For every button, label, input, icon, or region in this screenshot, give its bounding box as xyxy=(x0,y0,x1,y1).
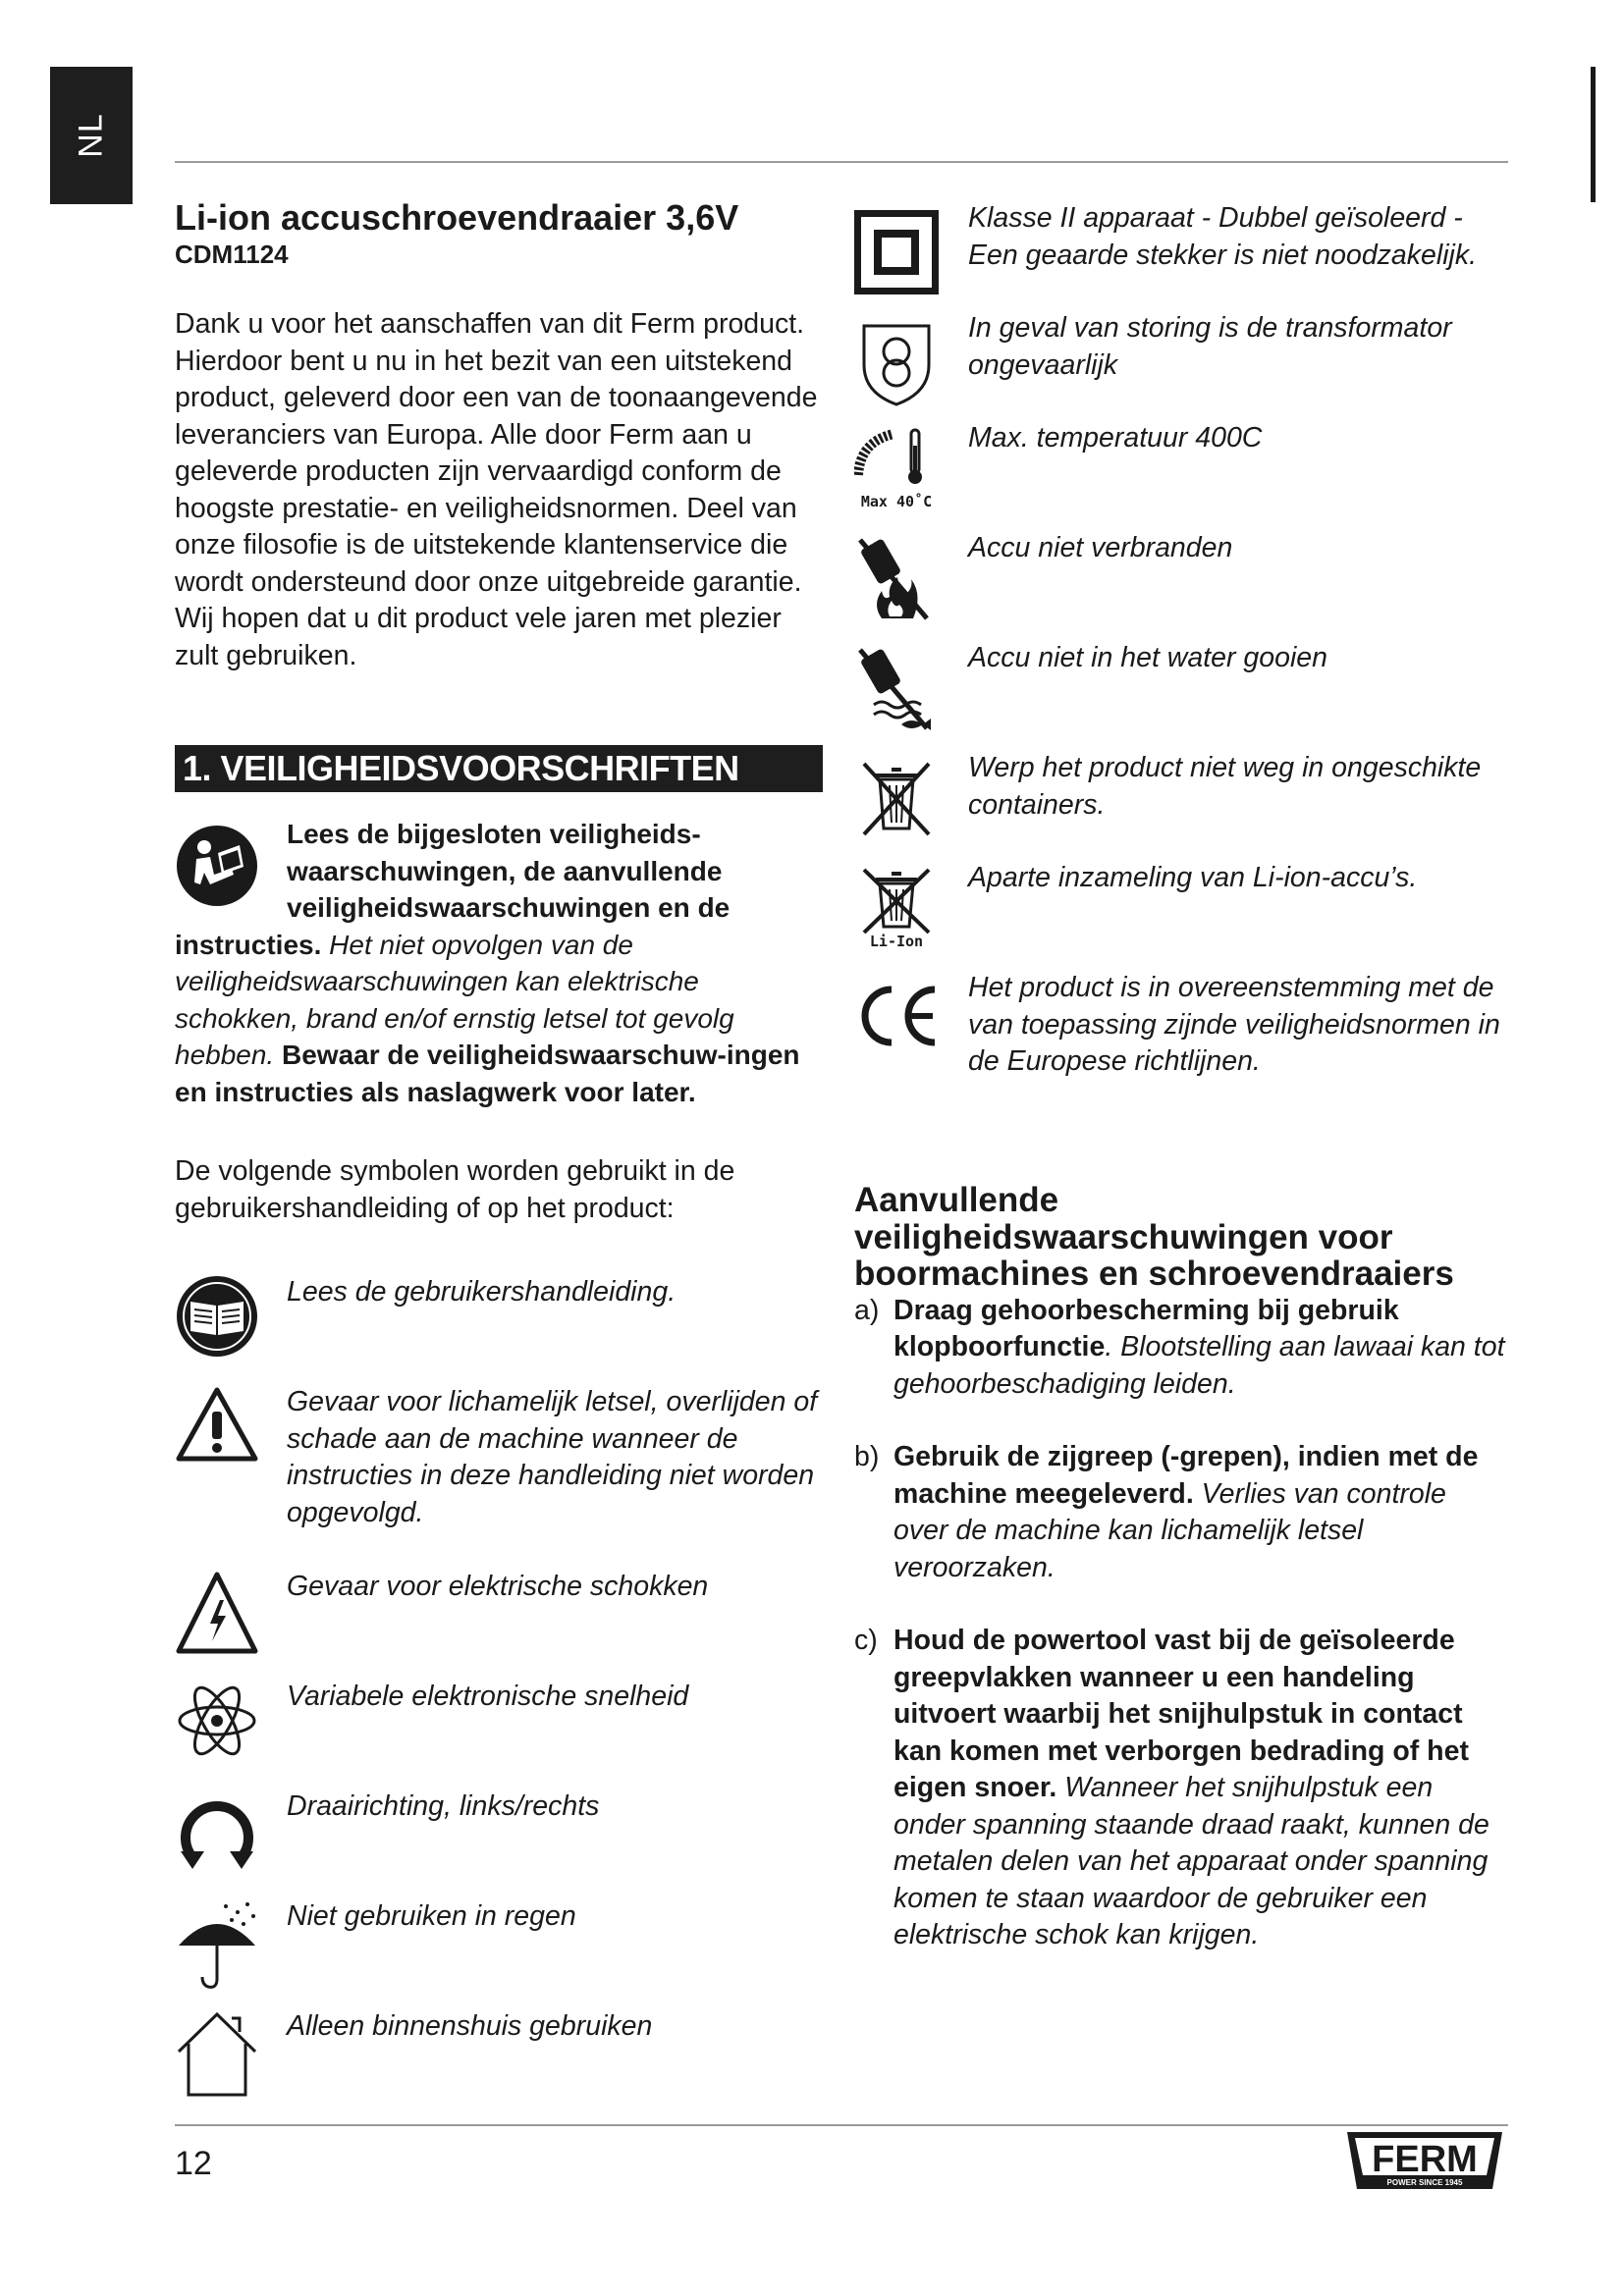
double-insulated-icon xyxy=(854,210,939,294)
symbol-text: In geval van storing is de transformator ongevaarlijk xyxy=(968,312,1452,381)
symbol-text: Het product is in overeenstemming met de van toepassing zijnde veiligheidsnormen in de Europese richtlijnen. xyxy=(968,972,1500,1077)
warning-italic-text: Het niet opvolgen van de veiligheidswaarschuwingen kan elektrische schokken, brand en/of ernstig letsel tot gevolg hebben. xyxy=(175,929,734,1070)
logo-text: FERM xyxy=(1372,2139,1478,2180)
read-manual-icon xyxy=(175,824,259,908)
no-water-battery-icon xyxy=(854,646,939,734)
symbol-text: Max. temperatuur 400C xyxy=(968,422,1263,454)
item-label: a) xyxy=(854,1294,880,1326)
symbol-row xyxy=(854,970,1508,1081)
transformer-shield-icon xyxy=(854,320,939,408)
symbol-row xyxy=(175,1569,823,1606)
warning-item-a xyxy=(854,1293,1508,1404)
electric-shock-icon xyxy=(175,1569,259,1657)
page-number: 12 xyxy=(175,2145,212,2182)
atom-icon xyxy=(175,1679,259,1763)
symbol-row xyxy=(854,310,1508,384)
symbol-text: Klasse II apparaat - Dubbel geïsoleerd - Een geaarde stekker is niet noodzakelijk. xyxy=(968,202,1478,271)
product-title: Li-ion accuschroevendraaier 3,6V xyxy=(175,197,739,238)
symbol-row xyxy=(854,640,1508,677)
symbol-row xyxy=(175,1679,823,1716)
item-bold: Draag gehoorbescherming bij gebruik klopboorfunctie xyxy=(893,1294,1399,1362)
model-number: CDM1124 xyxy=(175,240,289,269)
symbol-row xyxy=(854,200,1508,274)
symbol-row xyxy=(854,860,1508,950)
bottom-divider xyxy=(175,2124,1508,2126)
symbol-text: Accu niet in het water gooien xyxy=(968,642,1327,673)
safety-warning xyxy=(175,816,823,1110)
symbol-text: Draairichting, links/rechts xyxy=(287,1790,600,1822)
li-ion-label: Li-Ion xyxy=(869,933,924,950)
item-label: c) xyxy=(854,1625,878,1656)
symbol-row xyxy=(175,1274,823,1311)
warning-paragraph xyxy=(175,927,823,1111)
symbol-text: Werp het product niet weg in ongeschikte containers. xyxy=(968,752,1482,821)
edge-marker xyxy=(1591,67,1596,202)
rotation-icon xyxy=(175,1789,259,1873)
item-italic: Verlies van controle over de machine kan lichamelijk letsel veroorzaken. xyxy=(893,1477,1446,1583)
max-temp-label: Max 40˚C xyxy=(860,493,933,510)
item-italic: . Blootstelling aan lawaai kan tot gehoorbeschadiging leiden. xyxy=(893,1331,1505,1400)
logo-tagline: POWER SINCE 1945 xyxy=(1386,2178,1463,2187)
item-bold: Houd de powertool vast bij de geïsoleerde greepvlakken wanneer u een handeling uitvoert waarbij het snijhulpstuk in contact kan komen met verborgen bedrading of het eigen snoer. xyxy=(893,1625,1469,1803)
item-italic: Wanneer het snijhulpstuk een onder spanning staande draad raakt, kunnen de metalen delen van het apparaat onder spanning komen te staan waardoor de gebruiker een elektrische schok kan krijgen. xyxy=(893,1772,1489,1950)
manual-book-icon xyxy=(175,1274,259,1359)
section-heading: 1. VEILIGHEIDSVOORSCHRIFTEN xyxy=(175,745,823,792)
ce-mark-icon xyxy=(854,982,939,1050)
symbol-row xyxy=(175,2008,823,2046)
symbol-text: Gevaar voor lichamelijk letsel, overlijden of schade aan de machine wanneer de instructies in deze handleiding niet worden opgevolgd. xyxy=(287,1386,818,1528)
umbrella-rain-icon xyxy=(175,1898,259,1993)
intro-paragraph: Dank u voor het aanschaffen van dit Ferm product. Hierdoor bent u nu in het bezit van een uitstekend product, geleverd door een van de toonaangevende leveranciers van Europa. Alle door Ferm aan u geleverde producten zijn vervaardigd conform de hoogste prestatie- en veiligheidsnormen. Deel van onze filosofie is de uitstekende klantenservice die wordt ondersteund door onze uitgebreide garantie. Wij hopen dat u dit product vele jaren met plezier zult gebruiken. xyxy=(175,308,818,671)
symbols-intro: De volgende symbolen worden gebruikt in de gebruikershandleiding of op het product: xyxy=(175,1155,735,1224)
top-divider xyxy=(175,161,1508,163)
warning-item-b xyxy=(854,1439,1508,1586)
symbol-text: Aparte inzameling van Li-ion-accu’s. xyxy=(968,862,1418,893)
symbol-row xyxy=(854,530,1508,567)
no-burn-battery-icon xyxy=(854,536,939,624)
crossed-bin-icon xyxy=(854,756,939,840)
symbol-row xyxy=(175,1384,823,1531)
warning-bold-text: Lees de bijgesloten veiligheids-waarschuwingen, de aanvullende veiligheidswaarschuwingen en de xyxy=(287,819,731,923)
li-ion-bin-icon xyxy=(854,866,939,950)
language-label: NL xyxy=(72,113,110,158)
warning-bold-keep: Bewaar de veiligheidswaarschuw-ingen en instructies als naslagwerk voor later. xyxy=(175,1040,800,1107)
symbol-text: Alleen binnenshuis gebruiken xyxy=(287,2010,653,2042)
additional-warnings xyxy=(854,1182,1508,1954)
item-bold: Gebruik de zijgreep (-grepen), indien met de machine meegeleverd. xyxy=(893,1441,1479,1510)
item-label: b) xyxy=(854,1441,880,1472)
symbol-row xyxy=(175,1898,823,1936)
symbol-row xyxy=(175,1789,823,1826)
symbol-text: Accu niet verbranden xyxy=(968,532,1233,563)
ferm-logo xyxy=(1343,2128,1506,2193)
language-tab xyxy=(50,67,133,204)
symbol-row xyxy=(854,420,1508,510)
symbol-text: Gevaar voor elektrische schokken xyxy=(287,1571,709,1602)
additional-heading: Aanvullende veiligheidswaarschuwingen voor boormachines en schroevendraaiers xyxy=(854,1181,1454,1293)
symbol-text: Variabele elektronische snelheid xyxy=(287,1681,689,1712)
left-column xyxy=(175,196,823,2042)
warning-triangle-icon xyxy=(175,1384,259,1468)
house-icon xyxy=(175,2008,259,2099)
symbol-row xyxy=(854,750,1508,824)
warning-bold-instructions: instructies. xyxy=(175,929,322,960)
warning-item-c xyxy=(854,1623,1508,1954)
symbol-text: Lees de gebruikershandleiding. xyxy=(287,1276,677,1308)
max-temperature-icon xyxy=(854,426,939,510)
symbol-text: Niet gebruiken in regen xyxy=(287,1900,576,1932)
